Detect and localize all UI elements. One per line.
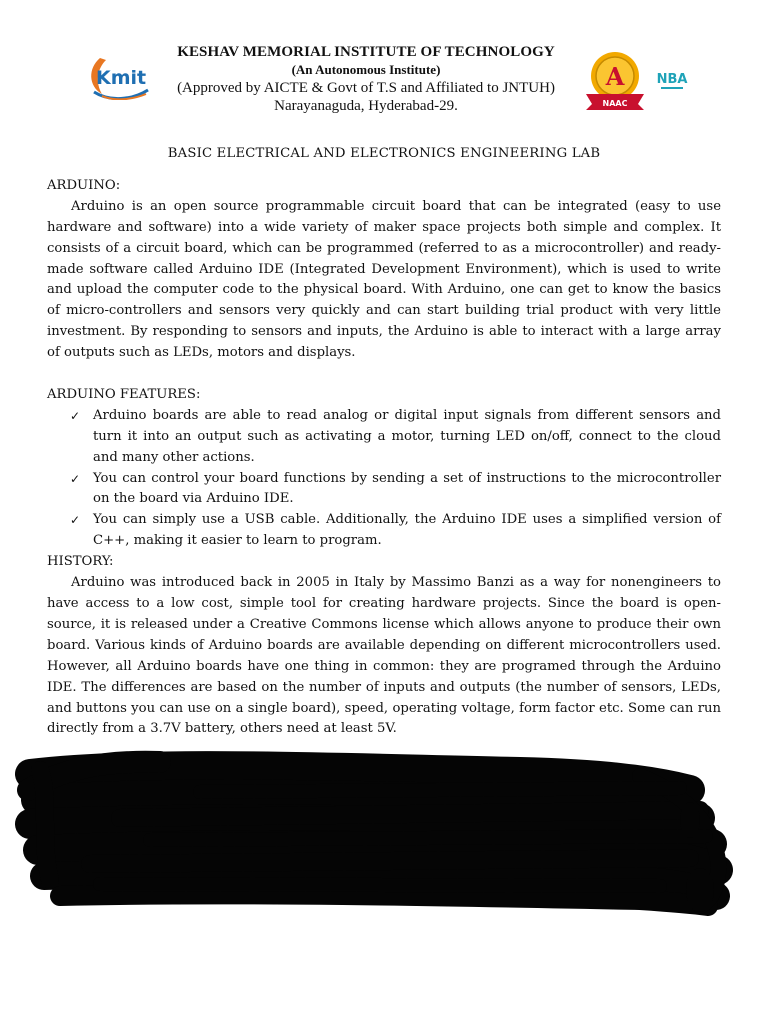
institute-block: [160, 43, 572, 115]
naac-badge-icon: [582, 48, 648, 114]
feature-text: Arduino boards are able to read analog or digital input signals from different sensors and turn it into an output such as activating a motor, turning LED on/off, connect to the cloud and many other actions.: [93, 407, 721, 465]
feature-text: You can control your board functions by sending a set of instructions to the microcontroller on the board via Arduino IDE.: [93, 470, 721, 507]
arduino-paragraph: Arduino is an open source programmable circuit board that can be integrated (easy to use hardware and software) into a wide variety of maker space projects both simple and complex. It consists of a circuit board, which can be programmed (referred to as a microcontroller) and ready-made software called Arduino IDE (Integrated Development Environment), which is used to write and upload the computer code to the physical board. With Arduino, one can get to know the basics of micro-controllers and sensors very quickly and can start building trial product with very little investment. By responding to sensors and inputs, the Arduino is able to interact with a large array of outputs such as LEDs, motors and displays.: [47, 198, 721, 361]
history-paragraph: Arduino was introduced back in 2005 in Italy by Massimo Banzi as a way for nonengineers to have access to a low cost, simple tool for creating hardware projects. Since the board is open-source, it is released under a Creative Commons license which allows anyone to produce their own board. Various kinds of Arduino boards are available depending on different microcontrollers used. However, all Arduino boards have one thing in common: they are programed through the Arduino IDE. The differences are based on the number of inputs and outputs (the number of sensors, LEDs, and buttons you can use on a single board), speed, operating voltage, form factor etc. Some can run directly from a 3.7V battery, others need at least 5V.: [47, 575, 721, 737]
institute-name: KESHAV MEMORIAL INSTITUTE OF TECHNOLOGY: [177, 44, 555, 60]
kmit-logo: [86, 52, 152, 100]
table-cell: I/O: [239, 811, 279, 834]
kmit-logo-text: Kmit: [96, 67, 147, 89]
checkmark-icon: ✓: [70, 408, 81, 423]
checkmark-icon: ✓: [70, 513, 81, 528]
feature-text: You can simply use a USB cable. Additionally, the Arduino IDE uses a simplified version of C++, making it easier to learn to program.: [93, 512, 721, 549]
table-cell: [354, 834, 375, 857]
naac-grade: A: [605, 62, 625, 91]
table-cell: Input: [279, 811, 333, 834]
table-cell: Speed: [174, 811, 239, 834]
list-item: [70, 510, 721, 552]
history-heading: HISTORY:: [47, 554, 114, 570]
nba-logo-icon: [656, 64, 688, 94]
table-cell: Name: [73, 811, 130, 834]
list-item: [70, 406, 721, 469]
institute-approval: (Approved by AICTE & Govt of T.S and Affiliated to JNTUH): [177, 80, 555, 96]
table-cell: 5V: [130, 834, 174, 857]
arduino-heading: ARDUINO:: [47, 177, 121, 193]
letterhead: [0, 40, 768, 120]
institute-status: (An Autonomous Institute): [291, 62, 441, 77]
features-heading: ARDUINO FEATURES:: [47, 386, 201, 402]
redacted-table: [72, 810, 396, 857]
features-list: [47, 406, 721, 552]
table-cell: [333, 834, 354, 857]
table-cell: [375, 834, 396, 857]
table-cell: 16MHz: [174, 834, 239, 857]
naac-label: NAAC: [602, 99, 628, 108]
list-item: [70, 469, 721, 511]
spacer: [47, 364, 721, 385]
nba-label: NBA: [656, 72, 688, 87]
checkmark-icon: ✓: [70, 471, 81, 486]
table-cell: [73, 834, 130, 857]
table-cell: [375, 811, 396, 834]
table-cell: [333, 811, 354, 834]
lab-title: BASIC ELECTRICAL AND ELECTRONICS ENGINEERING LAB: [167, 146, 601, 161]
table-row: [73, 811, 396, 834]
table-row: [73, 834, 396, 857]
table-cell: [354, 811, 375, 834]
table-cell: 6: [279, 834, 333, 857]
institute-address: Narayanaguda, Hyderabad-29.: [274, 98, 458, 114]
table-cell: 14: [239, 834, 279, 857]
document-body: [47, 144, 721, 740]
table-cell: Volt: [130, 811, 174, 834]
